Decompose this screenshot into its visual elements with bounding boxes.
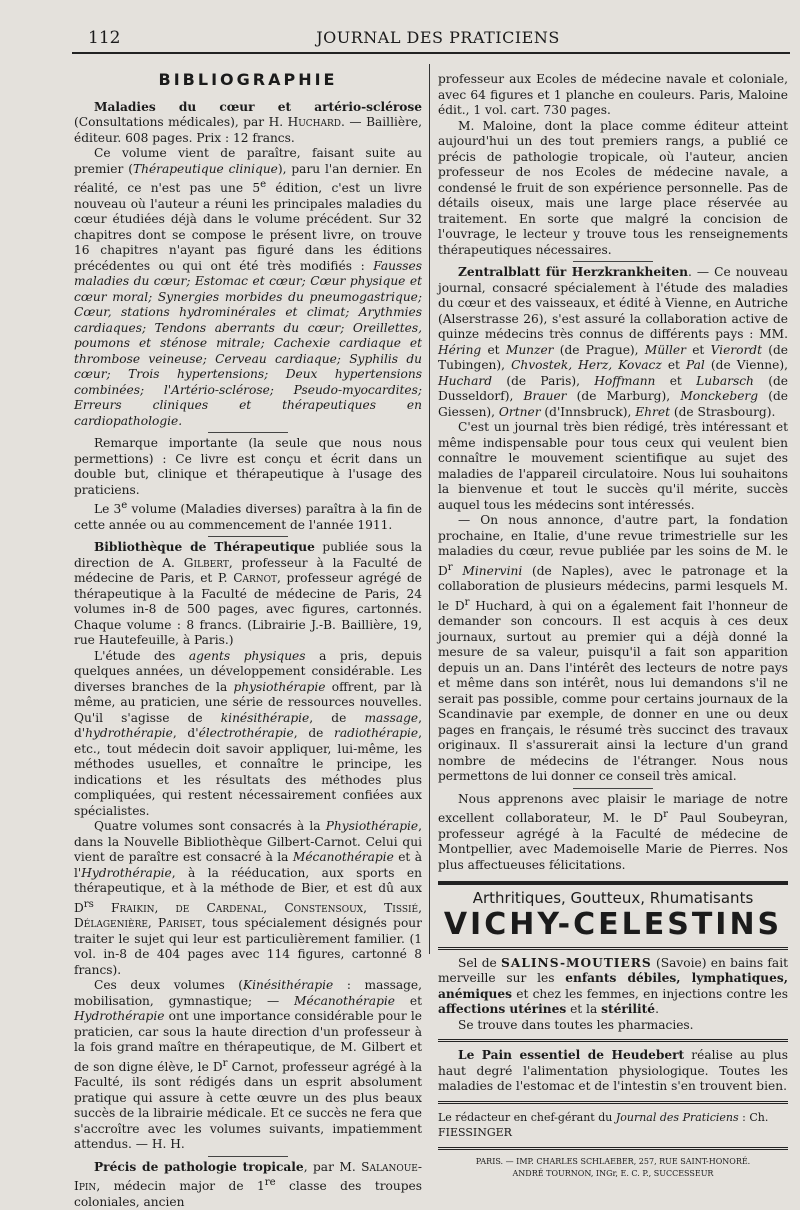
paragraph: Le 3e volume (Maladies diverses) paraîtra à la fin de cette année ou au commencement de l'année 1911. xyxy=(74,500,422,532)
ad-salins: Sel de SALINS-MOUTIERS (Savoie) en bains fait merveille sur les enfants débiles, lymphatiques, anémiques et chez les femmes, en injections contre les affections utérines et la stérilité. xyxy=(438,955,788,1017)
ad-rule xyxy=(438,1039,788,1042)
separator xyxy=(208,536,288,537)
paragraph: L'étude des agents physiques a pris, depuis quelques années, un développement considérable. Les diverses branches de la physiothérapie offrent, par là même, au praticien, une série de ressources nouvelles. Qu'il s'agisse de kinésithérapie, de massage, d'hydrothérapie, d'électrothérapie, de radiothérapie, etc., tout médecin doit savoir appliquer, lui-même, les méthodes usuelles, et connaître le principe, les indications et les résultats des méthodes plus compliquées, qui restent nécessairement confiées aux spécialistes. xyxy=(74,648,423,818)
ad-rule xyxy=(438,947,788,950)
paragraph: Quatre volumes sont consacrés à la Physiothérapie, dans la Nouvelle Bibliothèque Gilbert-Carnot. Celui qui vient de paraître est consacré à la Mécanothérapie et à l'Hydrothérapie, à la rééducation, aux sports en thérapeutique, et à la méthode de Bier, et est dû aux $D^{rs}$ Fraikin, de Cardenal, Constensoux, Tissié, Délagenière, Pariset, tous spécialement désignés pour traiter le sujet qui leur est particulièrement familier. (1 vol. in-8 de 404 pages avec 114 figures, cartonné 8 francs). xyxy=(74,819,423,977)
running-title: JOURNAL DES PRATICIENS xyxy=(316,28,560,47)
editor-credit: Le rédacteur en chef-gérant du Journal des Praticiens : Ch. FIESSINGER xyxy=(438,1110,769,1140)
review-zentralblatt: Zentralblatt für Herzkrankheiten. — Ce nouveau journal, consacré spécialement à l'étude des maladies du cœur et des vaisseaux, et édité à Vienne, en Autriche (Alserstrasse 26), s'est assuré la collaboration active de quinze médecins très connus de différents pays : MM. Héring et Munzer (de Prague), Müller et Vierordt (de Tubingen), Chvostek, Herz, Kovacz et Pal (de Vienne), Huchard (de Paris), Hoffmann et Lubarsch (de Dusseldorf), Brauer (de Marburg), Monckeberg (de Giessen), Ortner (d'Innsbruck), Ehret (de Strasbourg). xyxy=(438,265,789,419)
paragraph: M. Maloine, dont la place comme éditeur atteint aujourd'hui un des tout premiers rangs, a publié ce précis de pathologie tropicale, où l'auteur, ancien professeur de nos Ecoles de médecine navale, a condensé le fruit de son expérience personnelle. Pas de détails oiseux, mais une large place réservée au traitement. En sorte que malgré la concision de l'ouvrage, le lecteur y trouve tous les renseignements thérapeutiques nécessaires. xyxy=(438,118,788,257)
ad-vichy-heading: Arthritiques, Goutteux, Rhumatisants xyxy=(472,889,754,908)
review-heart-diseases: Maladies du cœur et artério-sclérose (Consultations médicales), par H. Huchard. — Baillière, éditeur. 608 pages. Prix : 12 francs. xyxy=(74,99,423,145)
footer-rule xyxy=(438,1147,788,1150)
review-tropical-pathology: Précis de pathologie tropicale, par M. Salanoue-Ipin, médecin major de 1re classe des troupes coloniales, ancien xyxy=(74,1159,423,1209)
ad-rule xyxy=(438,1101,788,1104)
separator xyxy=(573,261,653,262)
imprint xyxy=(438,1156,788,1180)
paragraph: Ce volume vient de paraître, faisant suite au premier (Thérapeutique clinique), paru l'an dernier. En réalité, ce n'est pas une 5e édition, c'est un livre nouveau où l'auteur a réuni les principales maladies du cœur étudiées déjà dans le volume précédent. Sur 32 chapitres dont se compose le présent livre, on trouve 16 chapitres n'ayant pas figuré dans les éditions précédentes ou qui ont été très modifiés : Fausses maladies du cœur; Estomac et cœur; Cœur physique et cœur moral; Synergies morbides du pneumogastrique; Cœur, stations hydrominérales et climat; Arythmies cardiaques; Tendons aberrants du cœur; Oreillettes, poumons et sténose mitrale; Cachexie cardiaque et thrombose veineuse; Cerveau cardiaque; Syphilis du cœur; Trois hypertensions; Deux hypertensions combinées; l'Artério-sclérose; Pseudo-myocardites; Erreurs cliniques et thérapeutiques en cardiopathologie. xyxy=(74,146,422,428)
separator xyxy=(573,788,653,789)
page-header xyxy=(88,28,788,50)
imprint-line: ANDRÉ TOURNON, INGr, E. C. P., SUCCESSEUR xyxy=(512,1168,714,1178)
separator xyxy=(208,432,288,433)
ad-rule xyxy=(438,881,788,885)
right-column xyxy=(438,72,788,1180)
page-number: 112 xyxy=(88,28,121,48)
ad-salins-pharmacies: Se trouve dans toutes les pharmacies. xyxy=(458,1017,694,1032)
paragraph: Nous apprenons avec plaisir le mariage de notre excellent collaborateur, M. le $D^r$ Paul Soubeyran, professeur agrégé à la Faculté de médecine de Montpellier, avec Mademoiselle Marie de Pierres. Nos plus affectueuses félicitations. xyxy=(438,791,788,872)
separator xyxy=(208,1156,288,1157)
ad-heudebert: Le Pain essentiel de Heudebert réalise au plus haut degré l'alimentation physiologique. Toutes les maladies de l'estomac et de l'intestin s'en trouvent bien. xyxy=(438,1048,789,1094)
paragraph: professeur aux Ecoles de médecine navale et coloniale, avec 64 figures et 1 planche en couleurs. Paris, Maloine édit., 1 vol. cart. 730 pages. xyxy=(438,72,788,117)
paragraph: C'est un journal très bien rédigé, très intéressant et même indispensable pour tous ceux qui veulent bien connaître le mouvement scientifique au sujet des maladies de l'appareil circulatoire. Nous lui souhaitons la bienvenue et tout le succès qu'il mérite, succès auquel tous les médecins sont intéressés. xyxy=(438,420,788,512)
column-divider xyxy=(429,64,430,954)
imprint-line: PARIS. — IMP. CHARLES SCHLAEBER, 257, RUE SAINT-HONORÉ. xyxy=(475,1156,751,1166)
header-rule xyxy=(72,52,790,54)
left-column xyxy=(74,72,422,1210)
paragraph: Ces deux volumes (Kinésithérapie : massage, mobilisation, gymnastique; — Mécanothérapie et Hydrothérapie ont une importance considérable pour le praticien, car sous la haute direction d'un professeur à la fois grand maître en thérapeutique, de M. Gilbert et de son digne élève, le $D^r$ Carnot, professeur agrégé à la Faculté, ils sont rédigés dans un esprit absolument pratique qui assure à cette œuvre un des plus beaux succès de la librairie médicale. Et ce succès ne fera que s'accroître avec les volumes suivants, impatiemment attendus. — H. H. xyxy=(74,978,422,1152)
paragraph: Remarque importante (la seule que nous nous permettions) : Ce livre est conçu et écrit dans un double but, clinique et thérapeutique à l'usage des praticiens. xyxy=(74,436,422,497)
review-therapeutics-library: Bibliothèque de Thérapeutique publiée sous la direction de A. Gilbert, professeur à la Faculté de médecine de Paris, et P. Carnot, professeur agrégé de thérapeutique à la Faculté de médecine de Paris, 24 volumes in-8 de 500 pages, avec figures, cartonnés. Chaque volume : 8 francs. (Librairie J.-B. Baillière, 19, rue Hautefeuille, à Paris.) xyxy=(74,540,423,648)
paragraph: — On nous annonce, d'autre part, la fondation prochaine, en Italie, d'une revue trimestrielle sur les maladies du cœur, revue publiée par les soins de M. le $D^r$ Minervini (de Naples), avec le patronage et la collaboration de plusieurs médecins, parmi lesquels M. le $D^r$ Huchard, à qui on a également fait l'honneur de demander son concours. Il est acquis à ces deux journaux, surtout au premier qui a déjà donné la mesure de sa valeur, puisqu'il a fait son apparition depuis un an. Dans l'intérêt des lecteurs de notre pays et même dans son intérêt, nous lui demandons s'il ne serait pas possible, comme pour certains journaux de la Scandinavie par exemple, de donner en une ou deux pages en français, le résumé très succinct des travaux originaux. Il s'assurerait ainsi la lecture d'un grand nombre de médecins de l'étranger. Nous nous permettons de lui donner ce conseil très amical. xyxy=(438,513,788,784)
section-title: BIBLIOGRAPHIE xyxy=(158,70,338,89)
ad-vichy-brand: VICHY-CELESTINS xyxy=(443,906,783,942)
